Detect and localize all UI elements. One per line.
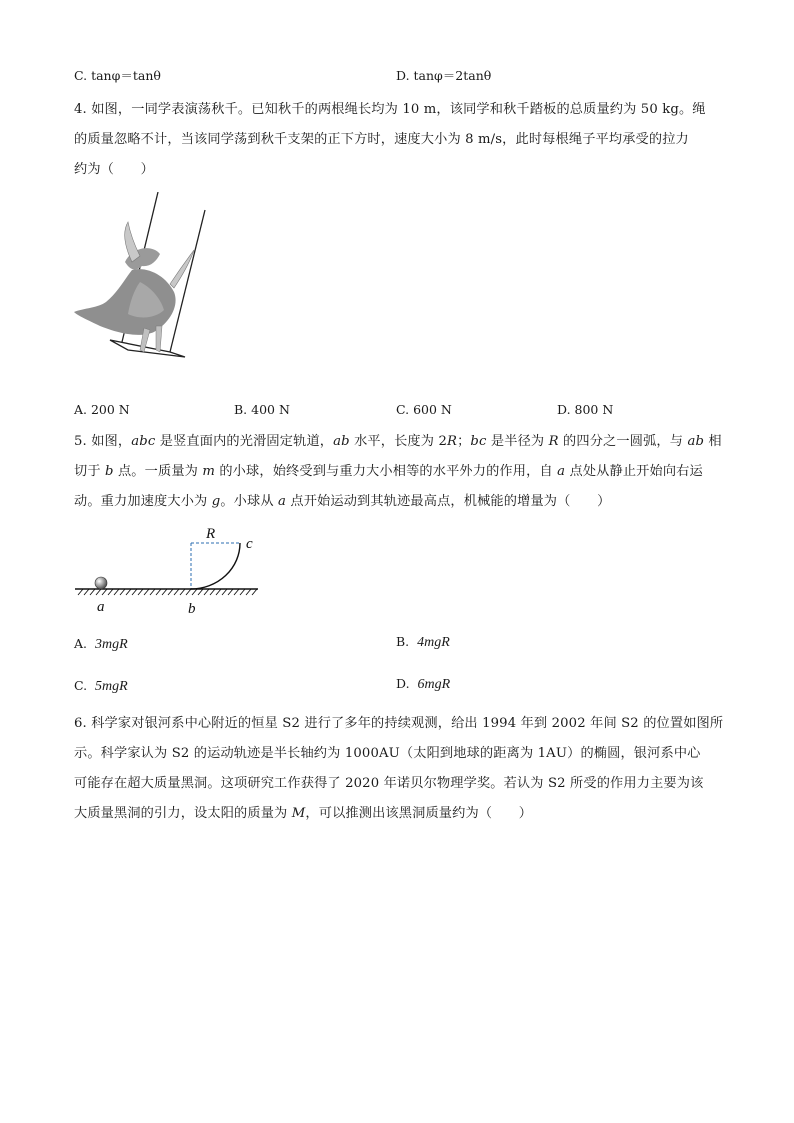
label-c: c [246,536,253,552]
q5-option-c: C. 5mgR [74,678,128,694]
q5-option-b: B. 4mgR [396,634,450,650]
q5-option-d: D. 6mgR [396,676,451,692]
swing-figure [70,192,220,392]
q5-option-a: A. 3mgR [74,636,128,652]
q4-stem-line2: 的质量忽略不计，当该同学荡到秋千支架的正下方时，速度大小为 8 m/s，此时每根绳子平均承受的拉力 [74,132,689,147]
q6-stem-line1: 6. 科学家对银河系中心附近的恒星 S2 进行了多年的持续观测，给出 1994 年到 2002 年间 S2 的位置如图所 [74,716,724,731]
q4-option-a: A. 200 N [74,402,130,417]
q5-stem-line1: 5. 如图，abc 是竖直面内的光滑固定轨道，ab 水平，长度为 2R；bc 是半径为 R 的四分之一圆弧，与 ab 相 [74,434,722,449]
q5-stem-line2: 切于 b 点。一质量为 m 的小球，始终受到与重力大小相等的水平外力的作用，自 a 点处从静止开始向右运 [74,464,703,479]
label-b: b [188,601,196,617]
label-R: R [206,526,216,542]
q3-option-d: D. tanφ＝2tanθ [396,68,492,83]
q5-stem-line3: 动。重力加速度大小为 g。小球从 a 点开始运动到其轨迹最高点，机械能的增量为（ ） [74,494,611,509]
q4-option-b: B. 400 N [234,402,290,417]
label-a: a [97,599,105,615]
q3-option-c: C. tanφ＝tanθ [74,68,161,83]
q6-stem-line4: 大质量黑洞的引力，设太阳的质量为 M，可以推测出该黑洞质量约为（ ） [74,806,533,821]
q4-stem-line3: 约为（ ） [74,162,155,177]
track-figure [72,522,272,617]
q6-stem-line2: 示。科学家认为 S2 的运动轨迹是半长轴约为 1000AU（太阳到地球的距离为 1AU）的椭圆，银河系中心 [74,746,701,761]
q4-option-c: C. 600 N [396,402,452,417]
q4-option-d: D. 800 N [557,402,614,417]
q4-stem-line1: 4. 如图，一同学表演荡秋千。已知秋千的两根绳长均为 10 m，该同学和秋千踏板的总质量约为 50 kg。绳 [74,102,706,117]
q6-stem-line3: 可能存在超大质量黑洞。这项研究工作获得了 2020 年诺贝尔物理学奖。若认为 S2 所受的作用力主要为该 [74,776,704,791]
